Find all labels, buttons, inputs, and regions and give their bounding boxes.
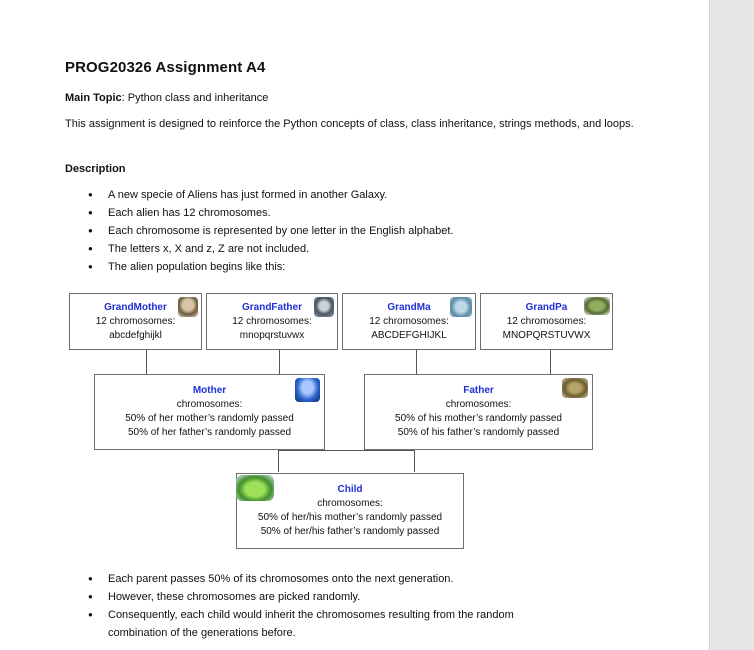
main-topic-label: Main Topic	[65, 92, 122, 104]
grandma-box	[342, 293, 476, 350]
child-line2: 50% of her/his mother’s randomly passed	[257, 512, 443, 523]
alien-avatar-icon	[295, 378, 320, 402]
connector-line	[414, 450, 415, 472]
list-item: ● Consequently, each child would inherit the chromosomes resulting from the random combination of the generations before.	[86, 606, 556, 642]
main-topic	[65, 90, 268, 107]
grandmother-name: GrandMother	[104, 302, 167, 313]
father-name: Father	[463, 385, 494, 396]
list-item: ● A new specie of Aliens has just formed in another Galaxy.	[86, 186, 453, 204]
alien-avatar-icon	[562, 378, 588, 398]
document-side-panel	[709, 0, 754, 650]
grandpa-name: GrandPa	[525, 302, 568, 313]
father-line2: 50% of his mother’s randomly passed	[395, 413, 562, 424]
father-line1: chromosomes:	[445, 399, 512, 410]
grandmother-line1: 12 chromosomes:	[95, 316, 176, 327]
list-item: ● The alien population begins like this:	[86, 258, 453, 276]
list-item: ● However, these chromosomes are picked randomly.	[86, 588, 556, 606]
alien-avatar-icon	[584, 297, 610, 315]
father-box	[364, 374, 593, 450]
grandpa-chromosomes: MNOPQRSTUVWX	[502, 330, 591, 341]
child-name: Child	[337, 484, 363, 495]
bullet-list-top	[86, 186, 453, 276]
grandma-name: GrandMa	[387, 302, 431, 313]
grandmother-chromosomes: abcdefghijkl	[109, 330, 162, 341]
child-box	[236, 473, 464, 549]
grandpa-box	[480, 293, 613, 350]
connector-line	[278, 450, 415, 451]
grandmother-box	[69, 293, 202, 350]
connector-line	[416, 350, 417, 374]
page-title: PROG20326 Assignment A4	[65, 59, 266, 76]
grandfather-chromosomes: mnopqrstuvwx	[239, 330, 305, 341]
grandma-line1: 12 chromosomes:	[369, 316, 449, 327]
father-line3: 50% of his father’s randomly passed	[397, 427, 560, 438]
grandpa-line1: 12 chromosomes:	[506, 316, 587, 327]
grandma-chromosomes: ABCDEFGHIJKL	[371, 330, 447, 341]
connector-line	[550, 350, 551, 374]
description-heading: Description	[65, 163, 126, 175]
bullet-list-bottom	[86, 570, 556, 642]
list-item: ● The letters x, X and z, Z are not included.	[86, 240, 453, 258]
list-item: ● Each chromosome is represented by one letter in the English alphabet.	[86, 222, 453, 240]
grandfather-box	[206, 293, 338, 350]
connector-line	[279, 350, 280, 374]
mother-line2: 50% of her mother’s randomly passed	[125, 413, 294, 424]
grandfather-line1: 12 chromosomes:	[232, 316, 312, 327]
connector-line	[146, 350, 147, 374]
child-line1: chromosomes:	[317, 498, 383, 509]
connector-line	[278, 450, 279, 472]
mother-name: Mother	[192, 385, 227, 396]
alien-avatar-icon	[236, 475, 274, 501]
alien-avatar-icon	[314, 297, 334, 317]
intro-paragraph: This assignment is designed to reinforce the Python concepts of class, class inheritance, strings methods, and loops.	[65, 118, 634, 130]
grandfather-name: GrandFather	[241, 302, 302, 313]
list-item: ● Each alien has 12 chromosomes.	[86, 204, 453, 222]
main-topic-value: : Python class and inheritance	[121, 92, 269, 104]
alien-avatar-icon	[178, 297, 198, 317]
mother-line1: chromosomes:	[176, 399, 243, 410]
child-line3: 50% of her/his father’s randomly passed	[260, 526, 440, 537]
list-item: ● Each parent passes 50% of its chromosomes onto the next generation.	[86, 570, 556, 588]
alien-avatar-icon	[450, 297, 472, 317]
mother-box	[94, 374, 325, 450]
mother-line3: 50% of her father’s randomly passed	[127, 427, 292, 438]
family-tree-diagram	[58, 286, 624, 558]
